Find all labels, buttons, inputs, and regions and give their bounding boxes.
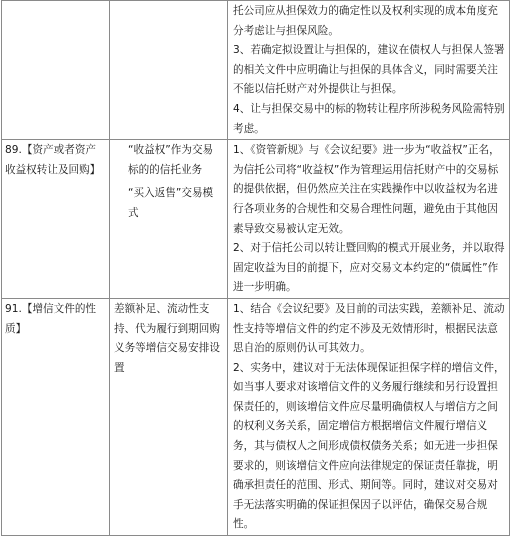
section-cell [2, 140, 110, 299]
content-cell [228, 140, 510, 299]
table-row [2, 1, 510, 140]
table-row [2, 140, 510, 299]
section-title: 91.【增信文件的性质】 [5, 302, 97, 335]
section-title: 89.【资产或者资产收益权转让及回购】 [5, 144, 101, 176]
content-paragraph: 2、对于信托公司以转让暨回购的模式开展业务，并以取得固定收益为目的前提下，应对交易文本约定的“债属性”作进一步明确。 [233, 242, 505, 294]
content-paragraph: 1、结合《会议纪要》及目前的司法实践，差额补足、流动性支持等增信文件的约定不涉及无效情形时，根据民法意思自治的原则仍认可其效力。 [233, 302, 505, 355]
subject-cell [110, 298, 228, 535]
content-paragraph: 1、《资管新规》与《会议纪要》进一步为“收益权”正名，为信托公司将“收益权”作为管理运用信托财产中的交易标的提供依据，但仍然应关注在实践操作中以收益权为名进行各项业务的合规性和交易合理性问题，避免由于其他因素导致交易被认定无效。 [233, 144, 500, 235]
subject-cell [110, 1, 228, 140]
clause-table [1, 0, 510, 536]
section-cell [2, 1, 110, 140]
section-cell [2, 298, 110, 535]
content-cell [228, 298, 510, 535]
table-row [2, 298, 510, 535]
subject-text: 差额补足、流动性支持、代为履行到期回购义务等增信交易安排设置 [114, 302, 220, 374]
content-paragraph: 托公司应从担保效力的确定性以及权利实现的成本角度充分考虑让与担保风险。 [233, 5, 498, 37]
content-paragraph: 2、实务中，建议对于无法体现保证担保字样的增信文件，如当事人要求对该增信文件的义务履行继续和另行设置担保责任的，则该增信文件应尽量明确债权人与增信方之间的权利义务关系，固定增信方根据增信文件履行增信义务，其与债权人之间形成债权债务关系；如无进一步担保要求的，则该增信文件应向法律规定的保证责任靠拢，明确承担责任的范围、形式、期间等。同时，建议对交易对手无法落实明确的保证担保因子以评估，确保交易合规性。 [233, 361, 505, 531]
subject-cell [110, 140, 228, 299]
subject-text: “收益权”作为交易标的的信托业务 [128, 144, 214, 176]
content-cell [228, 1, 510, 140]
content-paragraph: 4、让与担保交易中的标的物转让程序所涉税务风险需特别考虑。 [233, 102, 505, 135]
content-paragraph: 3、若确定拟设置让与担保的，建议在债权人与担保人签署的相关文件中应明确让与担保的具体含义，同时需要关注不能以信托财产对外提供让与担保。 [233, 44, 505, 96]
subject-text: “买入返售”交易模式 [128, 187, 214, 219]
